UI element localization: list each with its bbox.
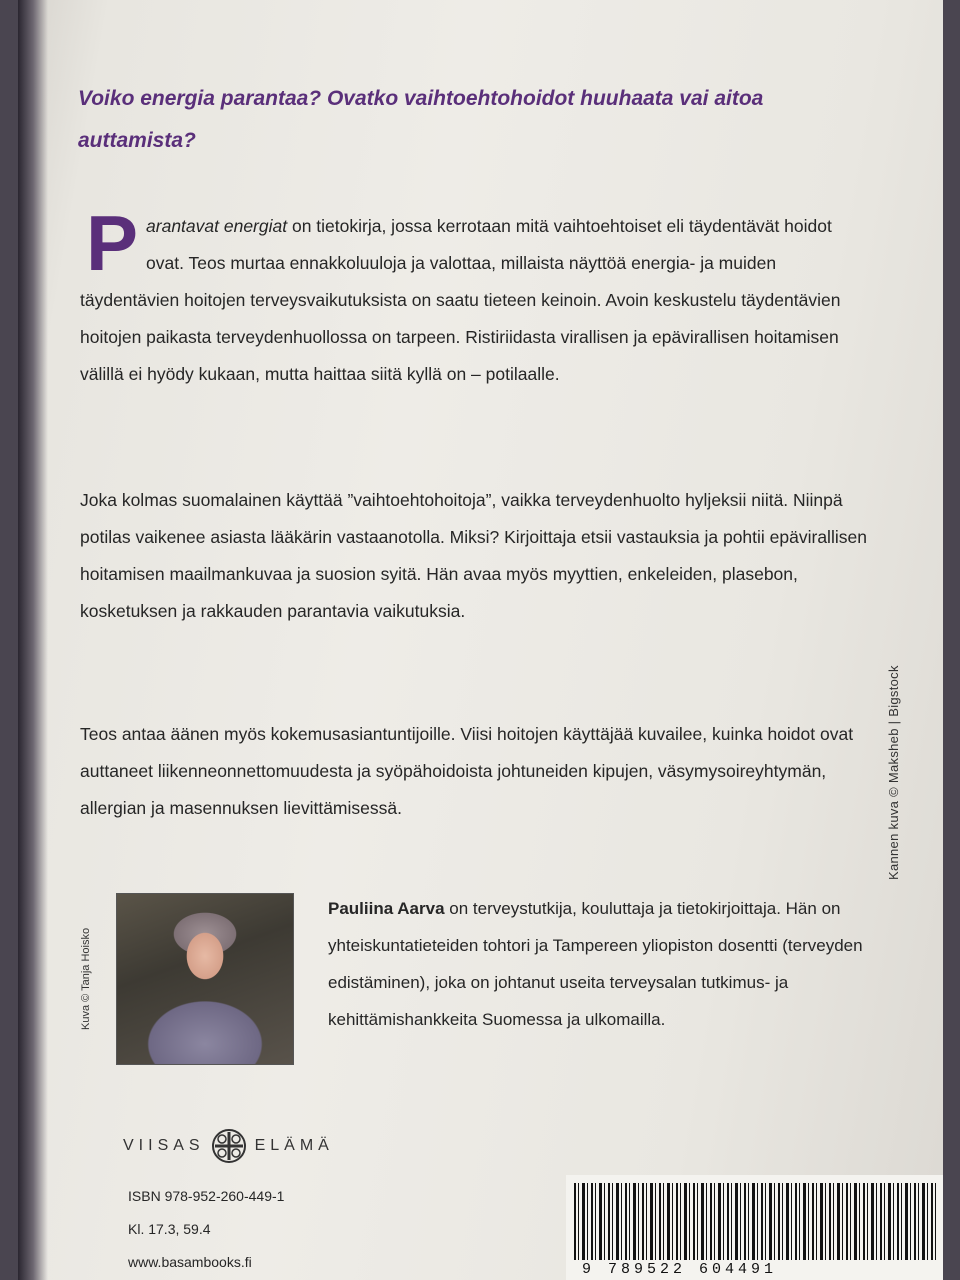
author-bio: [328, 890, 888, 1038]
intro-paragraph: [80, 199, 870, 393]
author-bio-text: on terveystutkija, kouluttaja ja tietokirjoittaja. Hän on yhteiskuntatieteiden tohtori ja Tampereen yliopiston dosentti (terveyden edistäminen), joka on johtanut useita terveysalan tutkimus- ja kehittämishankkeita Suomessa ja ulkomailla.: [328, 899, 863, 1029]
barcode-bars: [574, 1183, 938, 1260]
barcode-digits: 9 789522 604491: [582, 1261, 778, 1278]
cover-edge-shadow: [18, 0, 48, 1280]
isbn: ISBN 978-952-260-449-1: [128, 1188, 285, 1204]
publisher-website: www.basambooks.fi: [128, 1254, 252, 1270]
tagline: Voiko energia parantaa? Ovatko vaihtoehtohoidot huuhaata vai aitoa auttamista?: [78, 87, 764, 152]
publisher-logo: [123, 1128, 334, 1164]
logo-word-left: VIISAS: [123, 1137, 205, 1154]
cover-image-credit: Kannen kuva © Maksheb | Bigstock: [886, 665, 901, 880]
author-name: Pauliina Aarva: [328, 899, 445, 918]
publication-info: [128, 1180, 284, 1279]
author-photo: [116, 893, 294, 1065]
paragraph-2: Joka kolmas suomalainen käyttää ”vaihtoehtohoitoja”, vaikka terveydenhuolto hyljeksii niitä. Niinpä potilas vaikenee asiasta lääkärin vastaanotolla. Miksi? Kirjoittaja etsii vastauksia ja pohtii epävirallisen hoitamisen maailmankuvaa ja suosion syitä. Hän avaa myös myyttien, enkeleiden, plasebon, kosketuksen ja rakkauden parantavia vaikutuksia.: [80, 490, 867, 621]
barcode: [566, 1175, 943, 1280]
logo-word-right: ELÄMÄ: [254, 1137, 334, 1154]
intro-text: on tietokirja, jossa kerrotaan mitä vaihtoehtoiset eli täydentävät hoidot ovat. Teos murtaa ennakkoluuloja ja valottaa, millaista näyttöä energia- ja muiden täydentävien hoitojen terveysvaikutuksista on saatu tieteen keinoin. Avoin keskustelu täydentävien hoitojen paikasta terveydenhuollossa on tarpeen. Ristiriidasta virallisen ja epävirallisen hoitamisen välillä ei hyödy kukaan, mutta haittaa siitä kyllä on – potilaalle.: [80, 216, 841, 384]
drop-cap: P: [86, 199, 139, 287]
book-title-italic: arantavat energiat: [146, 216, 288, 236]
paragraph-3: Teos antaa äänen myös kokemusasiantuntijoille. Viisi hoitojen käyttäjää kuvailee, kuinka hoidot ovat auttaneet liikenneonnettomuudesta ja syöpähoidoista johtuneiden kipujen, väsymysoireyhtymän, allergian ja masennuksen lievittämisessä.: [80, 724, 854, 818]
celtic-knot-icon: [211, 1128, 247, 1164]
classification: Kl. 17.3, 59.4: [128, 1221, 211, 1237]
book-back-cover: [18, 0, 943, 1280]
photo-credit: Kuva © Tanja Hoisko: [80, 927, 92, 1030]
